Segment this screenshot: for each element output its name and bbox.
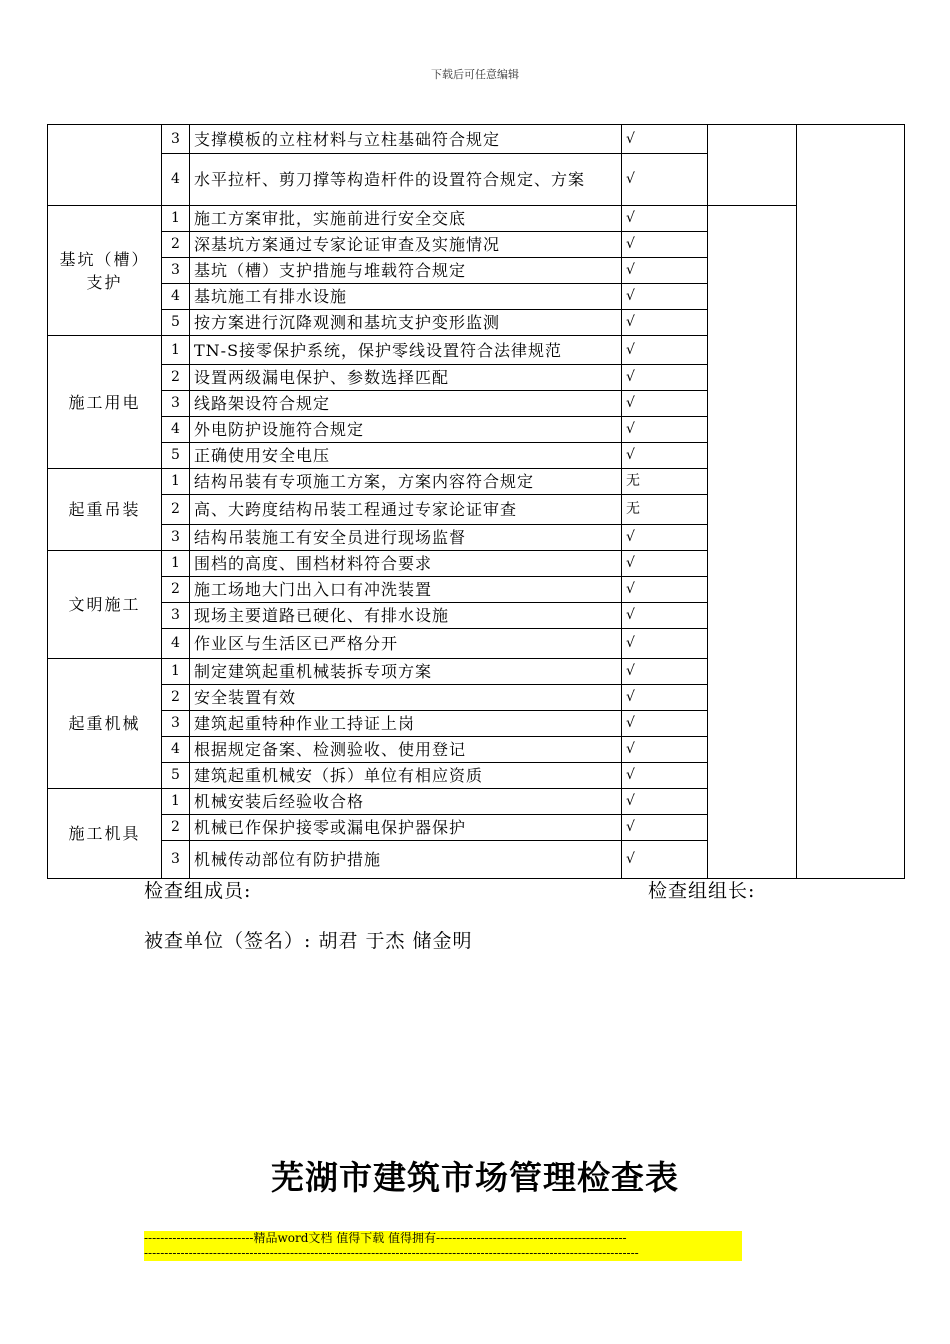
item-number: 2 <box>162 577 190 603</box>
inspected-unit-signature: 被查单位（签名）: 胡君 于杰 储金明 <box>144 930 473 952</box>
item-number: 5 <box>162 763 190 789</box>
members-label: 检查组成员: <box>144 880 252 902</box>
item-result: √ <box>622 815 708 841</box>
inspection-table <box>47 124 905 879</box>
item-result: √ <box>622 232 708 258</box>
item-result: √ <box>622 443 708 469</box>
item-number: 1 <box>162 789 190 815</box>
category-cell: 施工机具 <box>48 789 162 879</box>
category-cell: 起重机械 <box>48 659 162 789</box>
item-text: TN-S接零保护系统，保护零线设置符合法律规范 <box>190 336 622 365</box>
item-result: √ <box>622 365 708 391</box>
item-text: 施工方案审批，实施前进行安全交底 <box>190 206 622 232</box>
item-result: √ <box>622 336 708 365</box>
item-result: √ <box>622 310 708 336</box>
item-text: 结构吊装有专项施工方案，方案内容符合规定 <box>190 469 622 495</box>
item-text: 施工场地大门出入口有冲洗装置 <box>190 577 622 603</box>
item-result: √ <box>622 577 708 603</box>
item-number: 4 <box>162 284 190 310</box>
item-result: √ <box>622 125 708 154</box>
item-text: 支撑模板的立柱材料与立柱基础符合规定 <box>190 125 622 154</box>
item-text: 线路架设符合规定 <box>190 391 622 417</box>
table-row <box>48 125 905 154</box>
item-number: 1 <box>162 206 190 232</box>
item-text: 围档的高度、围档材料符合要求 <box>190 551 622 577</box>
item-result: √ <box>622 737 708 763</box>
item-number: 4 <box>162 737 190 763</box>
item-number: 3 <box>162 125 190 154</box>
item-result: √ <box>622 685 708 711</box>
item-number: 2 <box>162 685 190 711</box>
empty-column <box>708 206 797 879</box>
promo-line-2: -------------------------------------------------------------------------------------------------------------------------- <box>144 1246 639 1260</box>
item-result: √ <box>622 206 708 232</box>
item-text: 作业区与生活区已严格分开 <box>190 629 622 659</box>
empty-cell <box>708 125 797 206</box>
item-number: 1 <box>162 551 190 577</box>
category-cell <box>48 125 162 206</box>
item-result: √ <box>622 284 708 310</box>
item-text: 建筑起重特种作业工持证上岗 <box>190 711 622 737</box>
category-cell: 施工用电 <box>48 336 162 469</box>
item-text: 水平拉杆、剪刀撑等构造杆件的设置符合规定、方案 <box>190 154 622 206</box>
item-number: 2 <box>162 232 190 258</box>
item-number: 2 <box>162 815 190 841</box>
item-text: 结构吊装施工有安全员进行现场监督 <box>190 525 622 551</box>
item-number: 3 <box>162 258 190 284</box>
item-result: √ <box>622 551 708 577</box>
item-text: 根据规定备案、检测验收、使用登记 <box>190 737 622 763</box>
category-cell: 基坑（槽）支护 <box>48 206 162 336</box>
promo-banner <box>144 1231 742 1261</box>
item-result: √ <box>622 763 708 789</box>
item-text: 现场主要道路已硬化、有排水设施 <box>190 603 622 629</box>
item-number: 3 <box>162 525 190 551</box>
item-text: 深基坑方案通过专家论证审查及实施情况 <box>190 232 622 258</box>
item-number: 5 <box>162 310 190 336</box>
item-result: 无 <box>622 469 708 495</box>
item-number: 4 <box>162 629 190 659</box>
item-number: 3 <box>162 711 190 737</box>
document-title: 芜湖市建筑市场管理检查表 <box>271 1158 679 1197</box>
item-text: 外电防护设施符合规定 <box>190 417 622 443</box>
item-text: 按方案进行沉降观测和基坑支护变形监测 <box>190 310 622 336</box>
item-number: 2 <box>162 365 190 391</box>
page-header-note: 下载后可任意编辑 <box>431 68 519 81</box>
inspection-members-line <box>144 876 844 903</box>
item-result: √ <box>622 789 708 815</box>
promo-line-1: ---------------------------精品word文档 值得下载 值得拥有----------------------------------------------- <box>144 1231 627 1245</box>
item-text: 机械已作保护接零或漏电保护器保护 <box>190 815 622 841</box>
item-result: √ <box>622 659 708 685</box>
item-text: 机械安装后经验收合格 <box>190 789 622 815</box>
category-cell: 文明施工 <box>48 551 162 659</box>
item-text: 设置两级漏电保护、参数选择匹配 <box>190 365 622 391</box>
item-text: 基坑（槽）支护措施与堆载符合规定 <box>190 258 622 284</box>
item-number: 1 <box>162 469 190 495</box>
item-number: 1 <box>162 659 190 685</box>
remarks-column <box>797 125 905 879</box>
item-result: √ <box>622 417 708 443</box>
item-text: 高、大跨度结构吊装工程通过专家论证审查 <box>190 495 622 525</box>
item-result: √ <box>622 603 708 629</box>
item-number: 5 <box>162 443 190 469</box>
item-result: √ <box>622 525 708 551</box>
item-result: √ <box>622 629 708 659</box>
table-row <box>48 206 905 232</box>
item-number: 3 <box>162 841 190 879</box>
item-result: 无 <box>622 495 708 525</box>
item-result: √ <box>622 391 708 417</box>
item-number: 4 <box>162 154 190 206</box>
item-number: 3 <box>162 603 190 629</box>
category-cell: 起重吊装 <box>48 469 162 551</box>
item-number: 1 <box>162 336 190 365</box>
item-number: 2 <box>162 495 190 525</box>
item-text: 安全装置有效 <box>190 685 622 711</box>
item-text: 制定建筑起重机械装拆专项方案 <box>190 659 622 685</box>
item-result: √ <box>622 711 708 737</box>
leader-label: 检查组组长: <box>648 880 756 902</box>
item-result: √ <box>622 154 708 206</box>
item-text: 建筑起重机械安（拆）单位有相应资质 <box>190 763 622 789</box>
item-text: 正确使用安全电压 <box>190 443 622 469</box>
item-text: 机械传动部位有防护措施 <box>190 841 622 879</box>
item-number: 3 <box>162 391 190 417</box>
item-result: √ <box>622 258 708 284</box>
item-result: √ <box>622 841 708 879</box>
item-number: 4 <box>162 417 190 443</box>
item-text: 基坑施工有排水设施 <box>190 284 622 310</box>
